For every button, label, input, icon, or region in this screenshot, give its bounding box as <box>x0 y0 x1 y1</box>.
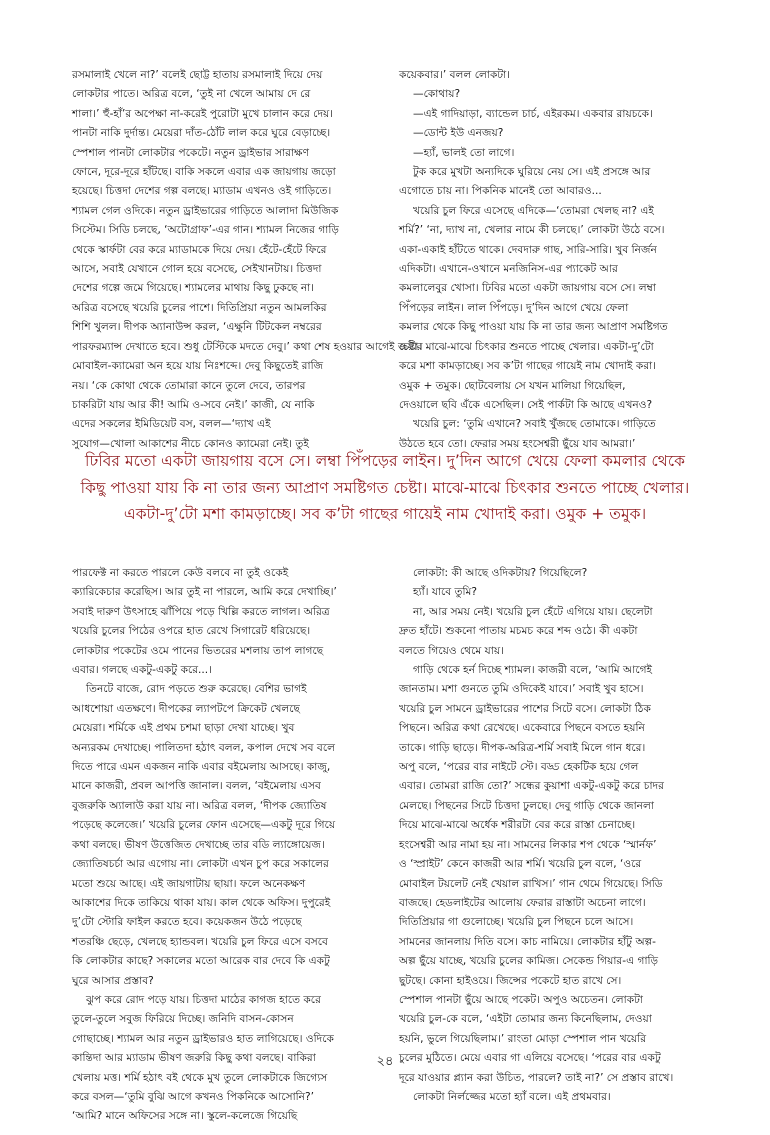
text-line: আকাশের দিকে তাকিয়ে থাকা যায়। কাল থেকে অফিস। দুপুরেই <box>72 896 331 909</box>
text-line: পিঁপড়ের লাইন। লাল পিঁপড়ে। দু’দিন আগে খেয়ে ফেলা <box>399 301 629 314</box>
text-line: পিছনে। অরিত্র কথা রেখেছে। একেবারে পিছনে বসতে হয়নি <box>399 722 645 735</box>
text-line: খয়েরি চুল-কে বলে, ‘এইটা তোমার জন্য কিনেছিলাম, দেওয়া <box>399 1013 652 1026</box>
text-line: জ্যোতিষচর্চা আর এগোয় না। লোকটা এখন চুপ করে সকালের <box>72 858 329 871</box>
text-line: —ডোন্ট ইউ এনজয়? <box>413 127 504 140</box>
text-line: এবার। গলছে একটু-একটু করে...। <box>72 664 212 677</box>
text-line: লোকটা: কী আছে ওদিকটায়? গিয়েছিলে? <box>413 567 588 579</box>
text-line: দিতে পারে এমন একজন নাকি এবার বইমেলায় আসছে। কাজু, <box>72 761 331 774</box>
text-line: ঘুরে আসার প্রস্তাব? <box>72 974 154 987</box>
text-line: শ্যামল গেল ওদিকে। নতুন ড্রাইভারের গাড়িতে আলাদা মিউজিক <box>72 204 339 217</box>
text-line: অল্প ছুঁয়ে যাচ্ছে, খয়েরি চুলের কামিজ। সেকেন্ড গিয়ার-এ গাড়ি <box>399 955 659 968</box>
text-line: কথা বলছে। ভীষণ উত্তেজিত দেখাচ্ছে তার বডি ল্যাঙ্গোয়েজ। <box>72 838 325 851</box>
text-line: হয়নি, ভুলে গিয়েছিলাম।’ রাংতা মোড়া স্পেশাল পান খয়েরি <box>399 1032 647 1045</box>
text-line: দেওয়ালে ছবি এঁকে এসেছিল। সেই পার্কটা কি আছে এখনও? <box>399 398 653 411</box>
text-line: এবার। তোমরা রাজি তো?’ সন্ধের কুয়াশা একটু-একটু করে চাদর <box>399 780 664 793</box>
text-line: বুজরুকি অ্যালাউ করা যায় না। অরিত্র বলল, ‘দীপক জ্যোতিষ <box>72 799 327 812</box>
text-line: চেষ্টা। মাঝে-মাঝে চিৎকার শুনতে পাচ্ছে খেলার। একটা-দু’টো <box>399 340 654 353</box>
text-line: পানটা নাকি দুর্দান্ত। মেয়েরা দাঁত-ঠোঁট লাল করে ঘুরে বেড়াচ্ছে। <box>72 127 331 140</box>
text-line: খয়েরি চুলের পিঠের ওপরে হাত রেখে সিগারেট ধরিয়েছে। <box>72 625 311 638</box>
text-column-bottom-left <box>72 564 382 1127</box>
text-line: অরিত্র বসেছে খয়েরি চুলের পাশে। দিতিপ্রিয়া নতুন আমলকির <box>72 301 327 314</box>
text-line: ‘আমি? মানে অফিসের সঙ্গে না। স্কুলে-কলেজে গিয়েছি <box>72 1110 298 1123</box>
text-line: সামনের জানলায় দিতি বসে। কাচ নামিয়ে। লোকটার হাঁটু অল্প- <box>399 935 657 948</box>
text-line: কান্তিদা আর ম্যাডাম ভীষণ জরুরি কিছু কথা বলছে। বাকিরা <box>72 1052 316 1065</box>
text-line: শতরঞ্চি ছেড়ে, খেলছে হ্যান্ডবল। খয়েরি চুল ফিরে এসে বসবে <box>72 935 328 948</box>
text-line: বাজছে। হেডলাইটের আলোয় ফেরার রাস্তাটা অচেনা লাগে। <box>399 896 646 909</box>
pull-quote <box>60 448 710 528</box>
text-line: শালা।’ হুঁ-হাঁ’র অপেক্ষা না-করেই পুরোটা মুখে চালান করে দেয়। <box>72 107 334 120</box>
text-line: চাকরিটা যায় আর কী! আমি ও-সবে নেই।’ কাজী, যে নাকি <box>72 398 315 411</box>
text-line: হয়েছে। চিত্তদা দেশের গল্প বলছে। ম্যাডাম এখনও ওই গাড়িতে। <box>72 185 332 198</box>
text-line: ঢিবির মতো একটা জায়গায় বসে সে। লম্বা পিঁপড়ের লাইন। দু’দিন আগে খেয়ে ফেলা কমলার থেকে <box>85 452 685 470</box>
text-line: ক্যারিকেচার করেছিস। আর তুই না পারলে, আমি করে দেখাচ্ছি।’ <box>72 586 337 599</box>
text-line: কি লোকটার কাছে? সকালের মতো আরেক বার দেবে কি একটু <box>72 955 330 968</box>
text-line: মোবাইল টয়লেট নেই খেয়াল রাখিস।’ গান থেমে গিয়েছে। সিডি <box>399 877 663 890</box>
text-line: দিয়ে মাঝে-মাঝে অর্ধেক শরীরটা বের করে রাস্তা চেনাচ্ছে। <box>399 819 636 832</box>
text-line: লোকটার পাতে। অরিত্র বলে, ‘তুই না খেলে আমায় দে রে <box>72 88 311 101</box>
text-line: আসে, সবাই যেখানে গোল হয়ে বসেছে, সেইখানটায়। চিত্তদা <box>72 263 322 276</box>
text-line: আধশোয়া এতক্ষণে। দীপকের ল্যাপটপে ক্রিকেট খেলছে <box>72 702 300 715</box>
text-line: দেশের গল্পে জমে গিয়েছে। শ্যামলের মাথায় কিছু ঢুকছে না। <box>72 282 314 295</box>
text-line: গাড়ি থেকে হর্ন দিচ্ছে শ্যামল। কাজরী বলে, ‘আমি আগেই <box>413 664 653 677</box>
text-line: দূরে যাওয়ার প্ল্যান করা উচিত, পারলে? তাই না?’ সে প্রস্তাব রাখে। <box>399 1071 674 1084</box>
text-line: তুলে-তুলে সবুজ ফিরিয়ে দিচ্ছে। জনিদি বাসন-কোসন <box>72 1013 294 1026</box>
text-line: এদের সকলের ইমিডিয়েট বস, বলল—‘দ্যাখ এই <box>72 418 271 431</box>
text-line: দিতিপ্রিয়ার গা গুলোচ্ছে। খয়েরি চুল পিছনে চলে আসে। <box>399 916 634 929</box>
text-line: খয়েরি চুল সামনে ড্রাইভারের পাশের সিটে বসে। লোকটা ঠিক <box>399 702 651 715</box>
text-line: কমলালেবুর খোসা। ঢিবির মতো একটা জায়গায় বসে সে। লম্বা <box>399 282 656 295</box>
text-line: থেকে স্কার্ফটা বের করে ম্যাডামকে দিয়ে দেয়। হেঁটে-হেঁটে ফিরে <box>72 243 327 256</box>
text-line: কিছু পাওয়া যায় কি না তার জন্য আপ্রাণ সমষ্টিগত চেষ্টা। মাঝে-মাঝে চিৎকার শুনতে পাচ্ছে খেলার। <box>80 478 690 497</box>
text-line: তাকে। গাড়ি ছাড়ে। দীপক-অরিত্র-শর্মি সবাই মিলে গান ধরে। <box>399 741 646 754</box>
text-line: খয়েরি চুল ফিরে এসেছে এদিকে—‘তোমরা খেলছ না? এই <box>413 204 654 217</box>
text-line: কয়েকবার।’ বলল লোকটা। <box>399 69 510 81</box>
text-line: অপু বলে, ‘পরের বার নাইটে স্টে। বড্ড হেকটিক হয়ে গেল <box>399 761 639 774</box>
text-line: ওমুক + তমুক। ছোটবেলায় সে যখন মালিয়া গিয়েছিল, <box>399 379 626 392</box>
text-line: ও ‘স্প্রাইট’ কেনে কাজরী আর শর্মি। খয়েরি চুল বলে, ‘ওরে <box>399 858 642 871</box>
text-line: সুযোগ—খোলা আকাশের নীচে কোনও ক্যামেরা নেই। তুই <box>72 437 309 450</box>
text-column-bottom-right <box>399 564 709 1107</box>
text-line: কমলার থেকে কিছু পাওয়া যায় কি না তার জন্য আপ্রাণ সমষ্টিগত <box>399 321 668 334</box>
text-line: এদিকটা। এখানে-ওখানে মনজিনিস-এর প্যাকেট আর <box>399 263 618 276</box>
text-line: খয়েরি চুল: ‘তুমি এখানে? সবাই খুঁজছে তোমাকে। গাড়িতে <box>413 418 656 431</box>
text-line: ফোনে, দূরে-দূরে হাঁটছে। বাকি সকলে এবার এক জায়গায় জড়ো <box>72 166 336 179</box>
text-line: স্পেশাল পানটা ছুঁয়ে আছে পকেট। অপুও অচেতন। লোকটা <box>399 993 643 1006</box>
text-line: উঠতে হবে তো। ফেরার সময় হংসেশ্বরী ছুঁয়ে যাব আমরা।’ <box>399 437 636 450</box>
text-line: শিশি খুলল। দীপক অ্যানাউন্স করল, ‘এক্ষুনি টিটকেল নম্বরের <box>72 321 322 334</box>
text-line: —এই গাদিয়াড়া, ব্যান্ডেল চার্চ, এইরকম। একবার রায়চকে। <box>413 107 653 120</box>
text-line: করে বসল—‘তুমি বুঝি আগে কখনও পিকনিকে আসোনি?’ <box>72 1090 314 1103</box>
text-line: সবাই দারুণ উৎসাহে ঝাঁপিয়ে পড়ে খিল্লি করতে লাগল। অরিত্র <box>72 605 330 618</box>
text-line: নয়। ‘কে কোথা থেকে তোমারা কানে তুলে দেবে, তারপর <box>72 379 306 392</box>
text-line: স্পেশাল পানটা লোকটার পকেটে। নতুন ড্রাইভার সারাক্ষণ <box>72 146 310 159</box>
text-line: হ্যাঁ। যাবে তুমি? <box>413 586 478 599</box>
text-line: চুলের মুঠিতে। মেয়ে এবার গা এলিয়ে বসেছে। ‘পরের বার একটু <box>399 1052 661 1065</box>
text-line: এগোতে চায় না। পিকনিক মানেই তো আবারও... <box>399 185 602 198</box>
text-line: করে মশা কামড়াচ্ছে। সব ক’টা গাছের গায়েই নাম খোদাই করা। <box>399 360 657 373</box>
text-line: খেলায় মত্ত। শর্মি হঠাৎ বই থেকে মুখ তুলে লোকটাকে জিগ্যেস <box>72 1071 328 1084</box>
text-line: ঝুপ করে রোদ পড়ে যায়। চিত্তদা মাঠের কাগজ হাতে করে <box>86 993 321 1006</box>
text-line: ছুটছে। কোনা হাইওয়ে। জিন্সের পকেটে হাত রাখে সে। <box>399 974 622 987</box>
text-line: তিনটে বাজে, রোদ পড়তে শুরু করেছে। বেশির ভাগই <box>86 683 307 696</box>
text-line: পারফেক্ট না করতে পারলে কেউ বলবে না তুই ওকেই <box>72 567 289 579</box>
text-line: লোকটার পকেটের ওমে পানের ভিতরের মশলায় তাপ লাগছে <box>72 644 324 657</box>
text-line: অন্যরকম দেখাচ্ছে। পালিতদা হঠাৎ বলল, কপাল দেখে সব বলে <box>72 741 335 754</box>
text-line: বলতে গিয়েও থেমে যায়। <box>399 644 504 657</box>
text-line: রসমালাই খেলে না?’ বলেই ছোট্ট হাতায় রসমালাই দিয়ে দেয় <box>72 69 323 81</box>
text-line: না, আর সময় নেই। খয়েরি চুল হেঁটে এগিয়ে যায়। ছেলেটা <box>413 605 653 618</box>
text-line: দু’টো স্টোরি ফাইল করতে হবে। কয়েকজন উঠে পড়েছে <box>72 916 302 929</box>
text-column-top-left <box>72 66 423 454</box>
text-line: সিস্টেম। সিডি চলছে, ‘অটোগ্রাফ’-এর গান। শ্যামল নিজের গাড়ি <box>72 224 339 237</box>
text-line: একা-একাই হাঁটতে থাকে। দেবদারু গাছ, সারি-সারি। খুব নির্জন <box>399 243 657 256</box>
text-line: মোবাইল-ক্যামেরা অন হয়ে যায় নিঃশব্দে। দেবু কিছুতেই রাজি <box>72 360 324 373</box>
text-line: একটা-দু’টো মশা কামড়াচ্ছে। সব ক’টা গাছের গায়েই নাম খোদাই করা। ওমুক + তমুক। <box>123 505 647 523</box>
text-line: শর্মি?’ ‘না, দ্যাখ না, খেলার নামে কী চলছে।’ লোকটা উঠে বসে। <box>399 224 665 237</box>
text-column-top-right <box>399 66 709 454</box>
text-line: মানে কাজরী, প্রবল আপত্তি জানাল। বলল, ‘বইমেলায় এসব <box>72 780 321 793</box>
text-line: টুক করে মুখটা অন্যদিকে ঘুরিয়ে নেয় সে। এই প্রসঙ্গে আর <box>413 166 651 179</box>
text-line: মেলছে। পিছনের সিটে চিত্তদা ঢুলছে। দেবু গাড়ি থেকে জানলা <box>399 799 654 812</box>
text-line: লোকটা নির্লজ্জের মতো হ্যাঁ বলে। এই প্রথমবার। <box>413 1090 611 1103</box>
text-line: হংসেশ্বরী আর নামা হয় না। সামনের লিকার শপ থেকে ‘স্মার্নফ’ <box>399 838 657 851</box>
text-line: মেয়েরা। শর্মিকে এই প্রথম চশমা ছাড়া দেখা যাচ্ছে। খুব <box>72 722 295 735</box>
text-line: দ্রুত হাঁটে। শুকনো পাতায় মচমচ করে শব্দ ওঠে। কী একটা <box>399 625 638 638</box>
page-number: ২৪ <box>376 1054 394 1069</box>
text-line: —কোথায়? <box>413 88 461 101</box>
text-line: —হ্যাঁ, ভালই তো লাগে। <box>413 146 515 159</box>
text-line: পড়েছে কলেজে।’ খয়েরি চুলের ফোন এসেছে—একটু দূরে গিয়ে <box>72 819 336 832</box>
text-line: পারফরম্যান্স দেখাতে হবে। শুধু টেস্টিকে মদতে দেবু।’ কথা শেষ হওয়ার আগেই জয়ীর <box>72 340 423 353</box>
text-line: জানতাম। মশা গুনতে তুমি ওদিকেই যাবে।’ সবাই খুব হাসে। <box>399 683 644 696</box>
text-line: গোছাচ্ছে। শ্যামল আর নতুন ড্রাইভারও হাত লাগিয়েছে। ওদিকে <box>72 1032 334 1045</box>
text-line: মতো শুয়ে আছে। এই জায়গাটায় ছায়া। ফলে অনেকক্ষণ <box>72 877 306 890</box>
